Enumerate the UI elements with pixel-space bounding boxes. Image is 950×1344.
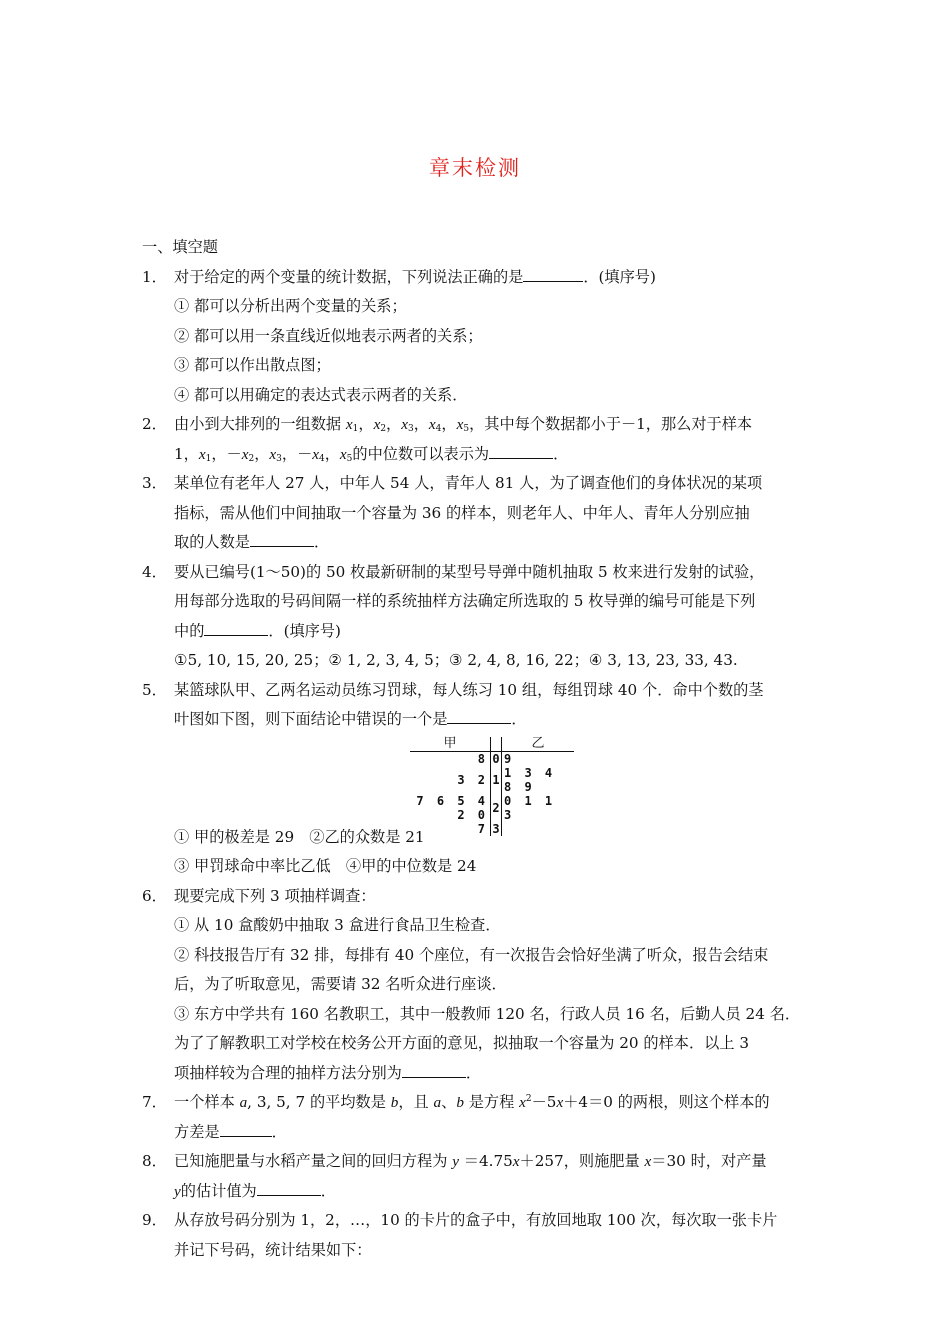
left-leaves: 3 2 (457, 772, 488, 787)
question-7-cont (142, 1118, 817, 1148)
question-number: 3． (142, 474, 167, 492)
stem-leaf-plot (142, 735, 817, 836)
question-text: 的中位数可以表示为 (352, 444, 490, 463)
question-6 (142, 882, 817, 912)
answer-blank[interactable] (220, 1118, 272, 1137)
question-number: 9． (142, 1211, 167, 1229)
answer-blank[interactable] (402, 1059, 466, 1078)
left-leaves: 7 (477, 821, 488, 836)
question-text: ． (320, 1181, 336, 1200)
question-text: ，其中每个数据都小于－1，那么对于样本 (469, 415, 753, 433)
right-header: 乙 (502, 737, 575, 752)
question-text: 并记下号码，统计结果如下： (174, 1240, 372, 1259)
question-4 (142, 558, 817, 588)
question-text: 1， (174, 444, 199, 463)
question-text: 现要完成下列 3 项抽样调查： (174, 886, 376, 905)
question-number: 2． (142, 415, 167, 433)
question-text: ＝30 时，对产量 (651, 1152, 767, 1170)
question-number: 8． (142, 1152, 167, 1170)
question-text: ． (511, 710, 527, 728)
option-3: ③ 都可以作出散点图； (174, 356, 331, 374)
right-leaves (502, 822, 575, 836)
stem-leaf-row (410, 751, 574, 766)
question-text: －5 (531, 1093, 557, 1111)
question-number: 7． (142, 1093, 167, 1111)
question-3-cont (142, 528, 817, 558)
left-leaves: 7 6 5 4 2 0 (416, 793, 488, 822)
question-text: 中的 (174, 621, 205, 640)
question-text: ＋257，则施肥量 (519, 1152, 640, 1170)
question-8-cont: y的估计值为 ． (142, 1177, 817, 1207)
stem: 0 (492, 751, 500, 766)
stem: 3 (492, 821, 500, 836)
question-text: , 3, 5, 7 的平均数是 (247, 1093, 386, 1111)
question-2-cont: 1，$x_1$，$-x_2$，$x_3$，$-x_4$，$x_5$的中位数可以表示为 ． (142, 440, 817, 470)
question-8: 8． 已知施肥量与水稻产量之间的回归方程为 y ＝4.75x＋257，则施肥量 x＝30 时，对产量 (142, 1147, 817, 1177)
question-text: ．(填序号) (268, 621, 341, 640)
question-text: 由小到大排列的一组数据 (174, 415, 342, 433)
answer-blank[interactable] (447, 705, 511, 724)
question-text: ． (271, 1122, 287, 1141)
question-text: ① 从 10 盒酸奶中抽取 3 盒进行食品卫生检查． (174, 916, 501, 934)
question-text: ，且 (398, 1093, 429, 1111)
question-text: 后，为了听取意见，需要请 32 名听众进行座谈． (174, 975, 507, 993)
question-text: 一个样本 (174, 1093, 235, 1111)
question-text: ． (553, 444, 569, 463)
right-leaves: 0 1 1 3 (504, 793, 556, 822)
question-text: 用每部分选取的号码间隔一样的系统抽样方法确定所选取的 5 枚导弹的编号可能是下列 (174, 592, 756, 610)
left-leaves: 8 (477, 751, 488, 766)
question-text: ． (313, 533, 330, 551)
question-9 (142, 1206, 817, 1236)
question-7: 7． 一个样本 a, 3, 5, 7 的平均数是 b，且 a、b 是方程 $x^2-5x+4=0$ 的两根，则这个样本的 (142, 1088, 817, 1118)
question-text: ． (465, 1063, 481, 1082)
question-text: 某篮球队甲、乙两名运动员练习罚球，每人练习 10 组，每组罚球 40 个．命中个数的茎 (174, 680, 764, 699)
question-text-tail: ．(填序号) (583, 267, 656, 286)
question-options: ①5, 10, 15, 20, 25；② 1, 2, 3, 4, 5；③ 2, 4, 8, 16, 22；④ 3, 13, 23, 33, 43. (174, 651, 738, 669)
page-title: 章末检测 (429, 156, 521, 180)
question-3 (142, 469, 817, 499)
question-options: ① 甲的极差是 29 ②乙的众数是 21 (174, 827, 425, 846)
answer-blank[interactable] (250, 528, 314, 547)
option-2: ② 都可以用一条直线近似地表示两者的关系； (174, 326, 483, 345)
question-5 (142, 676, 817, 706)
option-4: ④ 都可以用确定的表达式表示两者的关系． (174, 385, 468, 404)
answer-blank[interactable] (204, 617, 268, 636)
stem-leaf-row (410, 766, 574, 794)
question-number: 5． (142, 680, 167, 699)
answer-blank[interactable] (489, 440, 553, 459)
option-1: ① 都可以分析出两个变量的关系； (174, 297, 407, 315)
question-1 (142, 263, 817, 293)
question-text: 的估计值为 (180, 1181, 257, 1200)
question-text: ＝4.75 (463, 1152, 513, 1170)
exercise-body (142, 233, 817, 1265)
question-text: 为了了解教职工对学校在校务公开方面的意见，拟抽取一个容量为 20 的样本．以上 3 (174, 1034, 750, 1052)
question-number: 1． (142, 267, 167, 286)
stem-leaf-table (410, 737, 574, 836)
question-text: ＋4＝0 的两根，则这个样本的 (563, 1093, 770, 1111)
stem-leaf-row (410, 822, 574, 836)
section-heading: 一、填空题 (142, 238, 218, 256)
question-number: 4． (142, 562, 167, 581)
question-4-cont (142, 617, 817, 647)
question-text: 某单位有老年人 27 人，中年人 54 人，青年人 81 人，为了调查他们的身体状况的某项 (174, 474, 763, 492)
question-text: 是方程 (468, 1093, 515, 1111)
right-leaves: 1 3 4 8 9 (504, 765, 556, 794)
question-options: ③ 甲罚球命中率比乙低 ④甲的中位数是 24 (174, 857, 477, 875)
question-5-cont (142, 705, 817, 735)
answer-blank[interactable] (523, 263, 583, 282)
question-number: 6． (142, 886, 167, 905)
question-2: 2． 由小到大排列的一组数据 $x_1$，$x_2$，$x_3$，$x_4$，$x_5$，其中每个数据都小于－1，那么对于样本 (142, 410, 817, 440)
left-header: 甲 (410, 737, 491, 752)
question-text: ② 科技报告厅有 32 排，每排有 40 个座位，有一次报告会恰好坐满了听众，报告会结束 (174, 945, 769, 964)
question-text: 从存放号码分别为 1，2，…，10 的卡片的盒子中，有放回地取 100 次，每次取一张卡片 (174, 1211, 778, 1229)
stem: 1 (491, 766, 502, 794)
question-text: 方差是 (174, 1122, 220, 1141)
right-leaves: 9 (504, 751, 515, 766)
stem-leaf-row (410, 794, 574, 822)
question-6-cont (142, 1059, 817, 1089)
question-text: 对于给定的两个变量的统计数据，下列说法正确的是 (174, 267, 524, 286)
question-text: 项抽样较为合理的抽样方法分别为 (174, 1063, 402, 1082)
answer-blank[interactable] (257, 1177, 321, 1196)
stem-leaf-header (410, 737, 574, 752)
question-text: 要从已编号(1～50)的 50 枚最新研制的某型号导弹中随机抽取 5 枚来进行发射的试验， (174, 562, 765, 581)
question-text: 指标，需从他们中间抽取一个容量为 36 的样本，则老年人、中年人、青年人分别应抽 (174, 503, 750, 522)
stem: 2 (491, 794, 502, 822)
question-text: 取的人数是 (174, 533, 250, 551)
question-text: 已知施肥量与水稻产量之间的回归方程为 (174, 1152, 448, 1170)
stem-header (491, 737, 502, 752)
question-text: ③ 东方中学共有 160 名教职工，其中一般教师 120 名，行政人员 16 名，后勤人员 24 名． (174, 1004, 801, 1023)
question-text: 叶图如下图，则下面结论中错误的一个是 (174, 710, 448, 728)
